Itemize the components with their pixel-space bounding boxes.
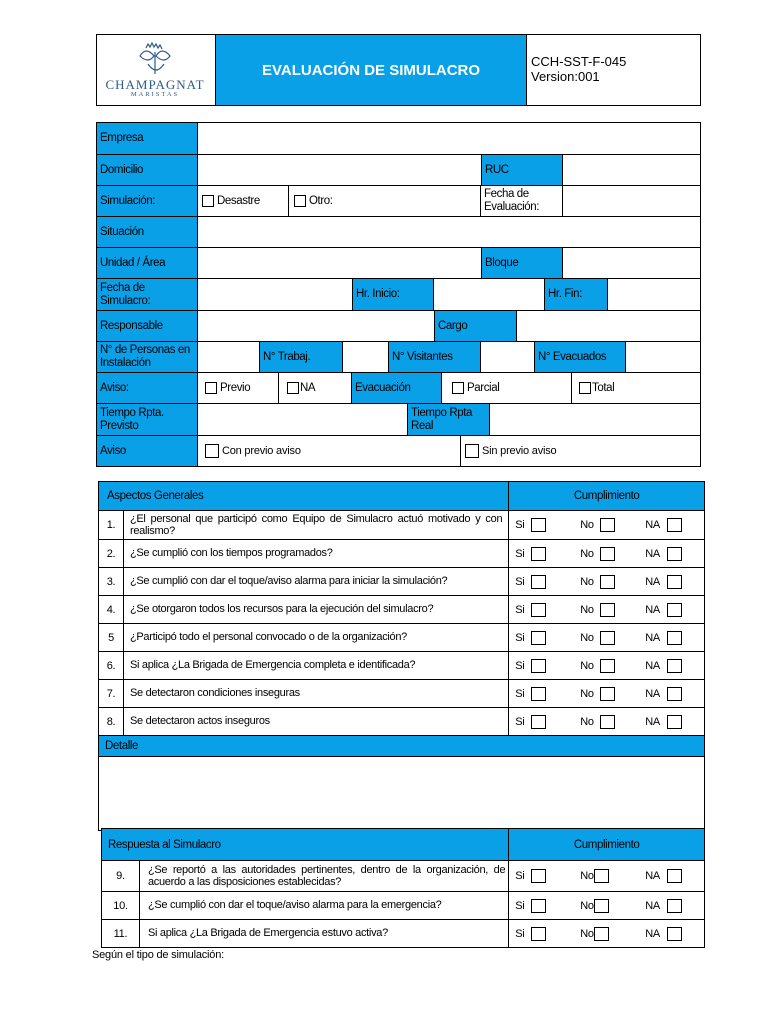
answer-cell — [509, 652, 705, 680]
cumplimiento-header: Cumplimiento — [509, 482, 705, 511]
label-situacion: Situación — [97, 217, 197, 247]
no-label: No — [580, 631, 594, 644]
si-label: Si — [515, 603, 525, 616]
label-domicilio: Domicilio — [97, 155, 197, 185]
na-checkbox[interactable] — [667, 603, 682, 617]
answer-cell — [509, 596, 705, 624]
previo-checkbox[interactable] — [205, 382, 217, 394]
label-unidad-area: Unidad / Área — [97, 248, 197, 278]
label-evacuacion: Evacuación — [351, 373, 442, 403]
empresa-field[interactable] — [198, 123, 700, 154]
parcial-label: Parcial — [467, 382, 500, 394]
na-checkbox[interactable] — [667, 659, 682, 673]
bloque-field[interactable] — [563, 248, 700, 278]
na-checkbox[interactable] — [667, 518, 682, 532]
aspectos-table — [98, 481, 705, 831]
na-checkbox[interactable] — [667, 547, 682, 561]
detalle-header-row — [99, 736, 705, 757]
respuesta-table — [101, 828, 705, 948]
question-number: 11. — [102, 920, 140, 948]
cumplimiento-header: Cumplimiento — [509, 829, 705, 861]
hr-inicio-field[interactable] — [434, 279, 544, 310]
fecha-evaluacion-field[interactable] — [563, 186, 700, 216]
option-con-previo-aviso[interactable] — [205, 436, 301, 466]
answer-cell — [509, 680, 705, 708]
footer-note: Según el tipo de simulación: — [92, 949, 224, 961]
question-text: ¿El personal que participó como Equipo de Simulacro actuó motivado y con realismo? — [123, 511, 508, 540]
si-label: Si — [515, 575, 525, 588]
question-number: 3. — [99, 568, 124, 596]
no-label: No — [580, 927, 594, 940]
si-checkbox[interactable] — [531, 687, 546, 701]
no-label: No — [580, 575, 594, 588]
option-na[interactable] — [287, 373, 315, 403]
question-text: Se detectaron condiciones inseguras — [123, 680, 508, 708]
si-checkbox[interactable] — [531, 899, 546, 913]
col-line — [460, 436, 461, 466]
no-checkbox[interactable] — [594, 869, 609, 883]
unidad-field[interactable] — [198, 248, 480, 278]
si-checkbox[interactable] — [531, 869, 546, 883]
no-checkbox[interactable] — [594, 927, 609, 941]
answer-cell — [509, 568, 705, 596]
hr-fin-field[interactable] — [608, 279, 700, 310]
answer-cell — [509, 861, 705, 892]
na-checkbox[interactable] — [667, 575, 682, 589]
aspectos-header: Aspectos Generales — [99, 482, 509, 511]
no-label: No — [580, 870, 594, 882]
question-text: ¿Se cumplió con dar el toque/aviso alarma para iniciar la simulación? — [123, 568, 508, 596]
tiempo-previsto-field[interactable] — [198, 404, 407, 435]
na-checkbox[interactable] — [667, 927, 682, 941]
label-tiempo-real: Tiempo Rpta Real — [407, 404, 490, 435]
label-aviso: Aviso: — [97, 373, 197, 403]
con-previo-aviso-checkbox[interactable] — [205, 444, 219, 458]
label-bloque: Bloque — [481, 248, 562, 278]
no-label: No — [580, 519, 594, 531]
question-row — [99, 568, 705, 596]
question-row — [99, 652, 705, 680]
desastre-label: Desastre — [217, 195, 260, 207]
question-row — [99, 708, 705, 736]
code-text: CCH-SST-F-045 — [531, 54, 627, 69]
desastre-checkbox[interactable] — [202, 195, 214, 207]
question-number: 1. — [99, 511, 124, 540]
question-text: ¿Se cumplió con dar el toque/aviso alarma para la emergencia? — [139, 892, 508, 920]
question-row — [102, 920, 705, 948]
na-label: NA — [645, 870, 660, 882]
question-text: ¿Participó todo el personal convocado o de la organización? — [123, 624, 508, 652]
na-label: NA — [645, 547, 660, 560]
no-checkbox[interactable] — [600, 659, 615, 673]
logo-text: CHAMPAGNAT — [105, 77, 205, 92]
detalle-row — [99, 757, 705, 831]
na-label: NA — [645, 715, 660, 728]
na-checkbox[interactable] — [667, 715, 682, 729]
question-row — [99, 511, 705, 540]
tiempo-real-field[interactable] — [490, 404, 700, 435]
option-otro[interactable] — [294, 186, 333, 216]
total-checkbox[interactable] — [579, 382, 591, 394]
no-label: No — [580, 687, 594, 700]
option-total[interactable] — [579, 373, 614, 403]
situacion-field[interactable] — [198, 217, 700, 247]
label-fecha-evaluacion: Fecha de Evaluación: — [484, 188, 540, 213]
label-fecha-simulacro: Fecha de Simulacro: — [97, 279, 197, 310]
row-line — [96, 435, 701, 436]
si-label: Si — [515, 715, 525, 728]
question-number: 8. — [99, 708, 124, 736]
si-checkbox[interactable] — [531, 631, 546, 645]
label-tiempo-previsto: Tiempo Rpta. Previsto — [97, 404, 197, 435]
no-label: No — [580, 659, 594, 672]
na-checkbox[interactable] — [667, 687, 682, 701]
question-number: 2. — [99, 540, 124, 568]
si-checkbox[interactable] — [531, 659, 546, 673]
no-checkbox[interactable] — [600, 547, 615, 561]
question-text: Se detectaron actos inseguros — [123, 708, 508, 736]
no-label: No — [580, 715, 594, 728]
no-checkbox[interactable] — [600, 715, 615, 729]
n-evacuados-field[interactable] — [626, 342, 700, 372]
na-label: NA — [645, 927, 660, 940]
version-text: Version:001 — [531, 69, 600, 84]
otro-checkbox[interactable] — [294, 195, 306, 207]
personas-field[interactable] — [198, 342, 259, 372]
si-label: Si — [515, 927, 525, 940]
question-text: ¿Se reportó a las autoridades pertinentes, dentro de la organización, de acuerdo a las disposiciones establecidas? — [139, 861, 508, 892]
respuesta-header: Respuesta al Simulacro — [102, 829, 509, 861]
question-number: 7. — [99, 680, 124, 708]
si-checkbox[interactable] — [531, 547, 546, 561]
domicilio-field[interactable] — [198, 155, 480, 185]
question-number: 5 — [99, 624, 124, 652]
si-checkbox[interactable] — [531, 518, 546, 532]
ruc-field[interactable] — [563, 155, 700, 185]
si-checkbox[interactable] — [531, 927, 546, 941]
question-number: 9. — [102, 861, 140, 892]
answer-cell — [509, 920, 705, 948]
answer-cell — [509, 624, 705, 652]
label-ruc: RUC — [481, 155, 562, 185]
si-label: Si — [515, 519, 525, 531]
otro-label: Otro: — [309, 195, 333, 207]
logo-cell — [96, 34, 216, 106]
si-checkbox[interactable] — [531, 603, 546, 617]
previo-label: Previo — [220, 382, 251, 394]
question-text: ¿Se cumplió con los tiempos programados? — [123, 540, 508, 568]
no-label: No — [580, 603, 594, 616]
logo-subtext: MARISTAS — [130, 91, 180, 98]
label-empresa: Empresa — [97, 123, 197, 154]
aspectos-header-row — [99, 482, 705, 511]
no-checkbox[interactable] — [600, 631, 615, 645]
no-label: No — [580, 547, 594, 560]
na-label: NA — [645, 519, 660, 531]
label-n-evacuados: N° Evacuados — [534, 342, 626, 372]
na-label: NA — [645, 659, 660, 672]
no-checkbox[interactable] — [600, 687, 615, 701]
question-text: Si aplica ¿La Brigada de Emergencia estuvo activa? — [139, 920, 508, 948]
si-label: Si — [515, 687, 525, 700]
n-trabaj-field[interactable] — [343, 342, 388, 372]
si-label: Si — [515, 547, 525, 560]
no-checkbox[interactable] — [600, 575, 615, 589]
no-checkbox[interactable] — [600, 603, 615, 617]
detalle-field[interactable] — [99, 757, 705, 831]
con-previo-aviso-label: Con previo aviso — [222, 445, 301, 457]
na-checkbox[interactable] — [287, 382, 299, 394]
question-number: 4. — [99, 596, 124, 624]
si-checkbox[interactable] — [531, 575, 546, 589]
no-label: No — [580, 899, 594, 912]
document-title: EVALUACIÓN DE SIMULACRO — [216, 35, 527, 105]
na-label: NA — [645, 603, 660, 616]
question-row — [99, 680, 705, 708]
col-line — [288, 186, 289, 216]
label-cargo: Cargo — [434, 311, 517, 341]
question-number: 6. — [99, 652, 124, 680]
na-checkbox[interactable] — [667, 631, 682, 645]
responsable-field[interactable] — [198, 311, 434, 341]
parcial-checkbox[interactable] — [452, 382, 464, 394]
na-label: NA — [300, 382, 316, 394]
document-code — [531, 54, 626, 84]
col-line — [278, 373, 279, 403]
cargo-field[interactable] — [517, 311, 700, 341]
no-checkbox[interactable] — [600, 518, 615, 532]
question-number: 10. — [102, 892, 140, 920]
si-label: Si — [515, 631, 525, 644]
question-row — [102, 892, 705, 920]
question-row — [99, 624, 705, 652]
option-sin-previo-aviso[interactable] — [465, 436, 556, 466]
answer-cell — [509, 540, 705, 568]
si-label: Si — [515, 659, 525, 672]
answer-cell — [509, 892, 705, 920]
question-row — [99, 540, 705, 568]
na-checkbox[interactable] — [667, 869, 682, 883]
label-personas-instalacion: N° de Personas en Instalación — [97, 342, 197, 372]
sin-previo-aviso-label: Sin previo aviso — [482, 445, 557, 457]
label-simulacion: Simulación: — [97, 186, 197, 216]
label-n-trabaj: N° Trabaj. — [259, 342, 343, 372]
n-visitantes-field[interactable] — [481, 342, 534, 372]
na-label: NA — [645, 631, 660, 644]
si-checkbox[interactable] — [531, 715, 546, 729]
na-label: NA — [645, 575, 660, 588]
total-label: Total — [592, 382, 615, 394]
col-line — [571, 373, 572, 403]
label-aviso2: Aviso — [97, 436, 197, 466]
si-label: Si — [515, 899, 525, 912]
si-label: Si — [515, 870, 525, 882]
option-desastre[interactable] — [202, 186, 260, 216]
option-parcial[interactable] — [452, 373, 499, 403]
na-checkbox[interactable] — [667, 899, 682, 913]
detalle-header: Detalle — [99, 736, 705, 757]
no-checkbox[interactable] — [594, 899, 609, 913]
na-label: NA — [645, 687, 660, 700]
question-text: ¿Se otorgaron todos los recursos para la ejecución del simulacro? — [123, 596, 508, 624]
answer-cell — [509, 511, 705, 540]
question-text: Si aplica ¿La Brigada de Emergencia completa e identificada? — [123, 652, 508, 680]
label-responsable: Responsable — [97, 311, 197, 341]
sin-previo-aviso-checkbox[interactable] — [465, 444, 479, 458]
answer-cell — [509, 708, 705, 736]
question-row — [99, 596, 705, 624]
label-hr-fin: Hr. Fin: — [544, 279, 608, 310]
option-previo[interactable] — [205, 373, 250, 403]
fecha-simulacro-field[interactable] — [198, 279, 351, 310]
question-row — [102, 861, 705, 892]
label-n-visitantes: N° Visitantes — [388, 342, 481, 372]
label-hr-inicio: Hr. Inicio: — [352, 279, 434, 310]
respuesta-header-row — [102, 829, 705, 861]
na-label: NA — [645, 899, 660, 912]
